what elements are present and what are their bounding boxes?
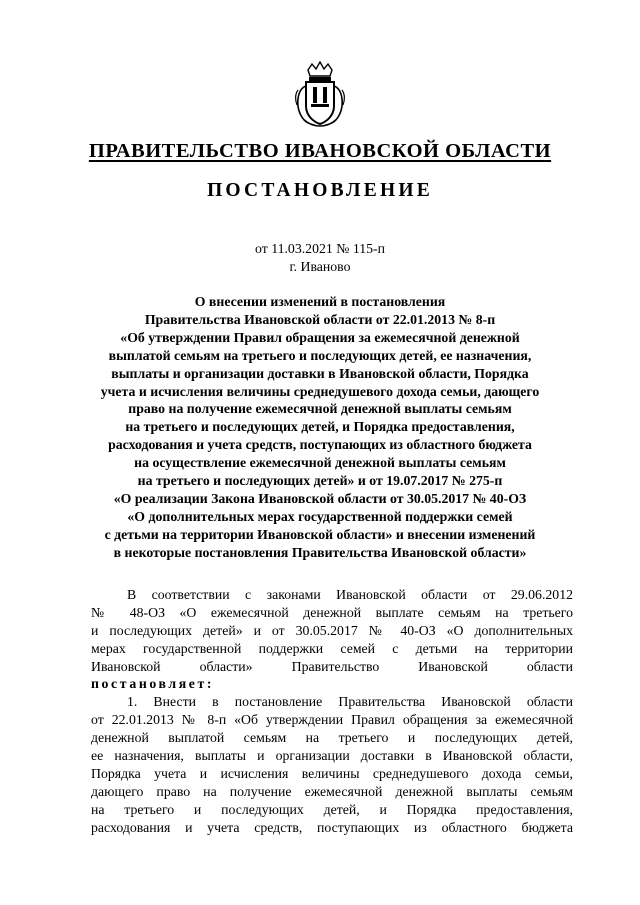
body-line: денежной выплатой семьям на третьего и последующих детей, bbox=[91, 730, 573, 746]
body-line: мерах государственной поддержки семей с детьми на территории bbox=[91, 640, 573, 656]
document-title bbox=[0, 293, 640, 562]
body-line: от 22.01.2013 № 8-п «Об утверждении Правил обращения за ежемесячной bbox=[91, 712, 573, 728]
title-line: в некоторые постановления Правительства Ивановской области» bbox=[113, 544, 527, 560]
title-line: учета и исчисления величины среднедушевого дохода семьи, дающего bbox=[100, 383, 540, 399]
title-line: «О дополнительных мерах государственной поддержки семей bbox=[127, 508, 513, 524]
body-line: В соответствии с законами Ивановской области от 29.06.2012 bbox=[127, 587, 573, 602]
body-line: и последующих детей» и от 30.05.2017 № 40-ОЗ «О дополнительных bbox=[91, 622, 573, 638]
document-type-heading: ПОСТАНОВЛЕНИЕ bbox=[207, 180, 433, 201]
resolution-verb: постановляет: bbox=[91, 676, 215, 692]
document-meta bbox=[0, 240, 640, 276]
title-line: Правительства Ивановской области от 22.01.2013 № 8-п bbox=[144, 311, 496, 327]
title-line: расходования и учета средств, поступающих из областного бюджета bbox=[108, 437, 532, 453]
body-line: на третьего и последующих детей, и Порядка предоставления, bbox=[91, 801, 573, 817]
organization-name: ПРАВИТЕЛЬСТВО ИВАНОВСКОЙ ОБЛАСТИ bbox=[88, 140, 552, 162]
title-line: с детьми на территории Ивановской области» и внесении изменений bbox=[104, 526, 536, 542]
title-line: на третьего и последующих детей, и Порядка предоставления, bbox=[125, 419, 515, 435]
title-line: на третьего и последующих детей» и от 19.07.2017 № 275-п bbox=[137, 473, 503, 489]
body-line: ее назначения, выплаты и организации доставки в Ивановской области, bbox=[91, 748, 573, 764]
title-line: на осуществление ежемесячной денежной выплаты семьям bbox=[134, 455, 506, 471]
title-line: О внесении изменений в постановления bbox=[194, 294, 446, 309]
body-line: дающего право на получение ежемесячной денежной выплаты семьям bbox=[91, 783, 573, 799]
body-line: Ивановской области» Правительство Ивановской области bbox=[91, 658, 573, 674]
body-line: 1. Внести в постановление Правительства Ивановской области bbox=[127, 694, 573, 710]
title-line: выплатой семьям на третьего и последующих детей, ее назначения, bbox=[108, 347, 532, 363]
body-line: № 48-ОЗ «О ежемесячной денежной выплате семьям на третьего bbox=[91, 604, 573, 620]
body-line: расходования и учета средств, поступающих из областного бюджета bbox=[91, 819, 573, 835]
coat-of-arms-emblem bbox=[290, 60, 350, 128]
title-line: «О реализации Закона Ивановской области от 30.05.2017 № 40-ОЗ bbox=[113, 490, 527, 506]
title-line: выплаты и организации доставки в Ивановской области, Порядка bbox=[111, 365, 529, 381]
body-line: Порядка учета и исчисления величины среднедушевого дохода семьи, bbox=[91, 765, 573, 781]
title-line: «Об утверждении Правил обращения за ежемесячной денежной bbox=[120, 329, 520, 345]
date-number: от 11.03.2021 № 115-п bbox=[255, 241, 385, 256]
document-body bbox=[91, 586, 573, 836]
title-line: право на получение ежемесячной денежной выплаты семьям bbox=[128, 401, 512, 417]
place: г. Иваново bbox=[289, 259, 351, 274]
